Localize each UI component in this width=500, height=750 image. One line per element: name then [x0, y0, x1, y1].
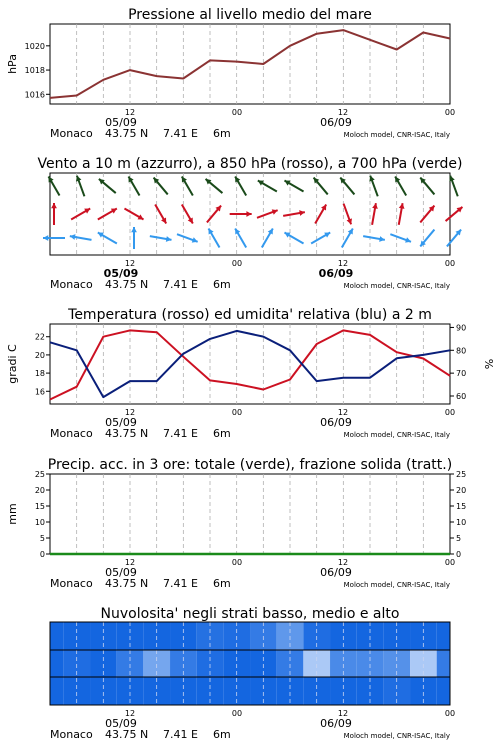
- temperature-y-ticks: [35, 333, 50, 397]
- location-lat: 43.75 N: [105, 427, 149, 440]
- x-tick-label: 12: [124, 709, 136, 718]
- cloud-cell: [50, 622, 63, 650]
- precip-y-ticks-right: [450, 470, 466, 559]
- y-tick-label: 25: [34, 470, 45, 479]
- model-credit: Moloch model, CNR-ISAC, Italy: [343, 581, 450, 589]
- precip-title: Precip. acc. in 3 ore: totale (verde), frazione solida (tratt.): [47, 457, 453, 473]
- x-tick-label: 12: [337, 709, 349, 718]
- precip-y-label: mm: [6, 503, 19, 525]
- cloud-panel: [50, 606, 455, 741]
- location-lon: 7.41 E: [163, 127, 198, 140]
- humidity-y-label: %: [483, 358, 496, 370]
- location-lat: 43.75 N: [105, 728, 149, 741]
- y-tick-label: 20: [34, 486, 45, 495]
- date-label: 05/09: [105, 416, 137, 429]
- model-credit: Moloch model, CNR-ISAC, Italy: [343, 732, 450, 740]
- pressure-panel: [6, 7, 455, 140]
- location-info: [50, 127, 450, 140]
- y-tick-label: 18: [34, 369, 45, 379]
- y-tick-label: 80: [456, 346, 467, 356]
- location-elev: 6m: [213, 278, 231, 291]
- model-credit: Moloch model, CNR-ISAC, Italy: [343, 282, 450, 290]
- wind-panel: [37, 156, 462, 291]
- y-tick-label: 20: [456, 486, 467, 495]
- location-name: Monaco: [50, 427, 93, 440]
- temperature-y-label: gradi C: [6, 344, 19, 384]
- y-tick-label: 15: [34, 502, 45, 511]
- temperature-title: Temperatura (rosso) ed umidita' relativa (blu) a 2 m: [68, 307, 432, 323]
- wind-title: Vento a 10 m (azzurro), a 850 hPa (rosso), a 700 hPa (verde): [37, 156, 463, 172]
- cloud-heatmap: [50, 622, 450, 705]
- x-tick-label: 12: [124, 558, 136, 567]
- location-info: [50, 577, 450, 590]
- date-label: 06/09: [320, 116, 352, 129]
- cloud-cell: [50, 650, 63, 677]
- precip-x-ticks: [125, 558, 455, 567]
- location-elev: 6m: [213, 427, 231, 440]
- date-label: 05/09: [103, 267, 139, 280]
- location-lat: 43.75 N: [105, 127, 149, 140]
- y-tick-label: 1016: [24, 90, 45, 100]
- y-tick-label: 10: [456, 518, 467, 527]
- date-label: 06/09: [320, 717, 352, 730]
- y-tick-label: 90: [456, 323, 467, 333]
- wind-x-ticks: [125, 259, 455, 268]
- location-lon: 7.41 E: [163, 728, 198, 741]
- location-elev: 6m: [213, 728, 231, 741]
- humidity-y-ticks: [450, 323, 466, 401]
- location-info: [50, 728, 450, 741]
- location-lon: 7.41 E: [163, 577, 198, 590]
- temperature-x-ticks: [125, 408, 455, 417]
- pressure-y-label: hPa: [6, 54, 19, 74]
- date-label: 06/09: [318, 267, 354, 280]
- cloud-x-ticks: [125, 709, 455, 718]
- x-tick-label: 12: [124, 408, 136, 417]
- y-tick-label: 10: [34, 518, 45, 527]
- x-tick-label: 00: [444, 709, 456, 718]
- location-elev: 6m: [213, 577, 231, 590]
- y-tick-label: 22: [34, 332, 45, 342]
- x-tick-label: 00: [231, 259, 243, 268]
- y-tick-label: 0: [456, 550, 462, 559]
- y-tick-label: 5: [39, 534, 45, 543]
- pressure-plot-frame: [50, 24, 450, 104]
- location-lat: 43.75 N: [105, 278, 149, 291]
- y-tick-label: 60: [456, 392, 467, 401]
- y-tick-label: 20: [34, 350, 45, 360]
- wind-arrow-head: [43, 235, 48, 241]
- y-tick-label: 1020: [24, 41, 45, 51]
- model-credit: Moloch model, CNR-ISAC, Italy: [343, 431, 450, 439]
- precip-plot-frame: [50, 474, 450, 554]
- x-tick-label: 00: [444, 108, 456, 117]
- date-label: 06/09: [320, 566, 352, 579]
- date-label: 05/09: [105, 116, 137, 129]
- location-name: Monaco: [50, 728, 93, 741]
- location-info: [50, 278, 450, 291]
- location-lon: 7.41 E: [163, 278, 198, 291]
- x-tick-label: 00: [231, 408, 243, 417]
- wind-arrow-700hpa: [449, 176, 457, 197]
- temperature-panel: [6, 307, 496, 440]
- cloud-cell: [437, 650, 450, 677]
- x-tick-label: 00: [231, 709, 243, 718]
- x-tick-label: 12: [337, 408, 349, 417]
- y-tick-label: 25: [456, 470, 467, 479]
- x-tick-label: 00: [231, 108, 243, 117]
- x-tick-label: 00: [444, 408, 456, 417]
- model-credit: Moloch model, CNR-ISAC, Italy: [343, 131, 450, 139]
- location-info: [50, 427, 450, 440]
- location-name: Monaco: [50, 278, 93, 291]
- precip-panel: [6, 457, 466, 590]
- cloud-cell: [437, 622, 450, 650]
- x-tick-label: 12: [124, 259, 136, 268]
- x-tick-label: 12: [337, 259, 349, 268]
- location-name: Monaco: [50, 127, 93, 140]
- date-label: 06/09: [320, 416, 352, 429]
- location-lon: 7.41 E: [163, 427, 198, 440]
- x-tick-label: 12: [124, 108, 136, 117]
- cloud-cell: [437, 677, 450, 705]
- y-tick-label: 16: [34, 387, 45, 397]
- date-label: 05/09: [105, 566, 137, 579]
- pressure-title: Pressione al livello medio del mare: [128, 7, 372, 23]
- cloud-title: Nuvolosita' negli strati basso, medio e alto: [100, 606, 400, 622]
- date-label: 05/09: [105, 717, 137, 730]
- x-tick-label: 12: [337, 108, 349, 117]
- pressure-x-ticks: [125, 108, 455, 117]
- x-tick-label: 00: [444, 259, 456, 268]
- cloud-cell: [50, 677, 63, 705]
- y-tick-label: 1018: [24, 66, 45, 76]
- precip-y-ticks: [35, 470, 50, 559]
- y-tick-label: 0: [39, 550, 45, 559]
- location-elev: 6m: [213, 127, 231, 140]
- x-tick-label: 12: [337, 558, 349, 567]
- y-tick-label: 70: [456, 369, 467, 379]
- y-tick-label: 15: [456, 502, 467, 511]
- y-tick-label: 5: [456, 534, 462, 543]
- x-tick-label: 00: [444, 558, 456, 567]
- pressure-y-ticks: [25, 42, 50, 99]
- location-lat: 43.75 N: [105, 577, 149, 590]
- x-tick-label: 00: [231, 558, 243, 567]
- location-name: Monaco: [50, 577, 93, 590]
